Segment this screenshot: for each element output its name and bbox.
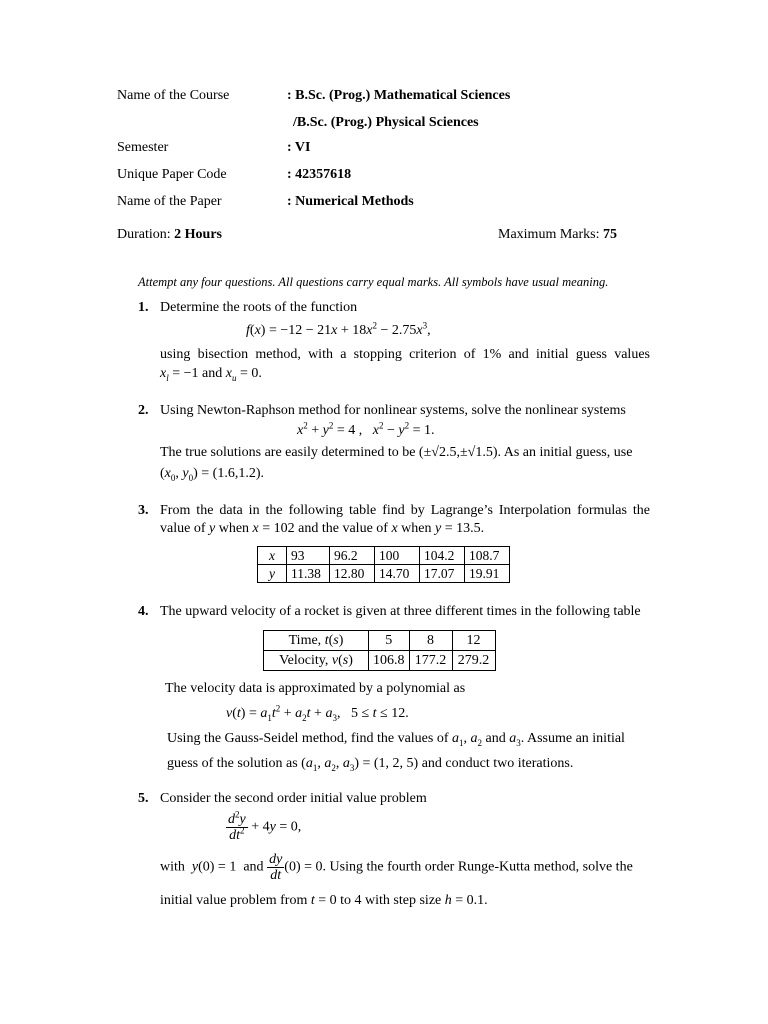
q5-number: 5.	[138, 791, 149, 806]
q2-text-2a: The true solutions are easily determined to be	[160, 445, 416, 460]
table-row	[258, 547, 510, 565]
table-header-time: Time, t(s)	[264, 631, 369, 651]
q2-text-2b: . As an initial guess, use	[497, 445, 633, 460]
table-cell: 279.2	[452, 651, 495, 671]
q1-function: $f(x) = -12 - 21x + 18x^2 - 2.75x^3$,	[246, 320, 431, 338]
duration	[117, 227, 222, 243]
paper-code-label: Unique Paper Code	[117, 167, 227, 182]
duration-label: Duration:	[117, 227, 175, 242]
q2-system: $x^2 + y^2 = 4$ , $x^2 - y^2 = 1$.	[297, 420, 435, 438]
q2-text: Using Newton-Raphson method for nonlinear systems, solve the nonlinear systems	[160, 403, 626, 418]
q3-number: 3.	[138, 503, 149, 518]
table-cell: 106.8	[369, 651, 410, 671]
table-header-velocity: Velocity, v(s)	[264, 651, 369, 671]
q4-text: The upward velocity of a rocket is given at three different times in the following table	[160, 604, 641, 619]
table-cell: 11.38	[287, 565, 330, 583]
table-cell: 100	[375, 547, 420, 565]
q2-solutions: (±√2.5,±√1.5)	[418, 445, 498, 460]
q5-text-3: initial value problem from t = 0 to 4 with step size h = 0.1.	[160, 893, 488, 908]
table-row	[264, 651, 496, 671]
q1-number: 1.	[138, 300, 149, 315]
q1-guesses: $x_l = -1$ and $x_u = 0$.	[160, 366, 262, 383]
paper-name-value: : Numerical Methods	[287, 194, 414, 209]
q4-number: 4.	[138, 604, 149, 619]
q5-text-2: with y(0) = 1 and $\frac{dy}{dt}$ (0) = 0. Using the fourth order Runge-Kutta method, solve the	[160, 852, 633, 883]
max-marks-value: 75	[603, 227, 617, 242]
table-cell: 96.2	[330, 547, 375, 565]
table-cell: 17.07	[420, 565, 465, 583]
q4-text-2: The velocity data is approximated by a polynomial as	[165, 681, 466, 696]
paper-code-value: : 42357618	[287, 167, 352, 182]
table-cell: 5	[369, 631, 410, 651]
course-label: Name of the Course	[117, 88, 230, 103]
instructions: Attempt any four questions. All questions carry equal marks. All symbols have usual meaning.	[138, 275, 609, 289]
q1-text-2: using bisection method, with a stopping criterion of 1% and initial guess values	[160, 347, 650, 362]
q5-text: Consider the second order initial value problem	[160, 791, 427, 806]
q4-text-4: guess of the solution as ($a_1$, $a_2$, $a_3) = (1$, 2, 5) and conduct two iterations.	[167, 756, 574, 773]
q2-initial-guess: ($x_0$, $y_0) = (1.6,1.2)$.	[160, 466, 264, 483]
q4-text-3: Using the Gauss-Seidel method, find the values of $a_1$, $a_2$ and $a_3$. Assume an initial	[167, 731, 625, 748]
semester-label: Semester	[117, 140, 169, 155]
q3-text-2: value of y when x = 102 and the value of x when y = 13.5.	[160, 521, 485, 536]
q3-data-table	[257, 546, 510, 583]
table-row	[264, 631, 496, 651]
max-marks-label: Maximum Marks:	[498, 227, 603, 242]
q2-text-2	[160, 445, 632, 461]
q5-ode: $\frac{d^2y}{dt^2}$ + 4y = 0,	[228, 809, 302, 843]
table-row	[258, 565, 510, 583]
paper-name-label: Name of the Paper	[117, 194, 222, 209]
table-cell: 177.2	[409, 651, 452, 671]
q4-polynomial: $v(t) = a_1t^2 + a_2t + a_3$, 5 ≤ t ≤ 12.	[226, 703, 409, 723]
table-header-x: x	[258, 547, 287, 565]
duration-value: 2 Hours	[174, 227, 222, 242]
q2-number: 2.	[138, 403, 149, 418]
course-value-2: /B.Sc. (Prog.) Physical Sciences	[293, 115, 479, 130]
q3-text: From the data in the following table find by Lagrange’s Interpolation formulas the	[160, 503, 650, 518]
max-marks	[498, 227, 617, 243]
table-cell: 14.70	[375, 565, 420, 583]
table-cell: 12.80	[330, 565, 375, 583]
q4-data-table	[263, 630, 496, 671]
table-cell: 93	[287, 547, 330, 565]
q1-text: Determine the roots of the function	[160, 300, 358, 315]
table-cell: 19.91	[465, 565, 510, 583]
table-cell: 108.7	[465, 547, 510, 565]
table-header-y: y	[258, 565, 287, 583]
table-cell: 104.2	[420, 547, 465, 565]
semester-value: : VI	[287, 140, 311, 155]
table-cell: 12	[452, 631, 495, 651]
table-cell: 8	[409, 631, 452, 651]
course-value: : B.Sc. (Prog.) Mathematical Sciences	[287, 88, 511, 103]
